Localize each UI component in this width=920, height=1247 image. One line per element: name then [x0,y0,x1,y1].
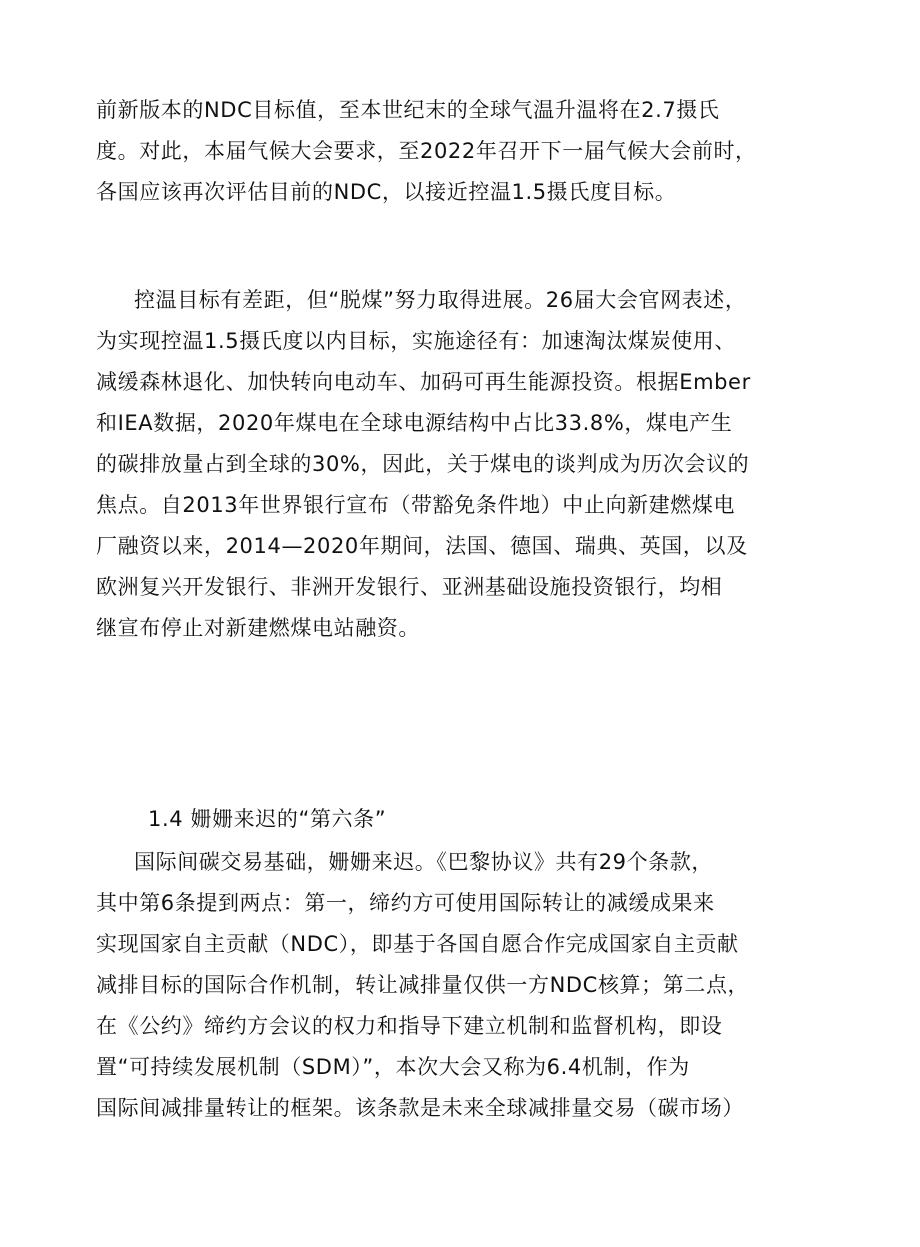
text-line: 度。对此，本届气候大会要求，至2022年召开下一届气候大会前时， [96,139,757,163]
text-line: 置“可持续发展机制（SDM）”，本次大会又称为6.4机制，作为 [96,1055,690,1079]
paragraph-1 [96,90,866,213]
paragraph-2 [96,280,866,649]
paragraph-3 [96,842,866,1129]
text-line: 减排目标的国际合作机制，转让减排量仅供一方NDC核算；第二点， [96,973,750,997]
text-line: 国际间减排量转让的框架。该条款是未来全球减排量交易（碳市场） [96,1096,744,1120]
text-line: 为实现控温1.5摄氏度以内目标，实施途径有：加速淘汰煤炭使用、 [96,329,736,353]
text-line: 的碳排放量占到全球的30%，因此，关于煤电的谈判成为历次会议的 [96,452,750,476]
text-line: 减缓森林退化、加快转向电动车、加码可再生能源投资。根据Ember [96,370,751,394]
text-line: 实现国家自主贡献（NDC），即基于各国自愿合作完成国家自主贡献 [96,932,739,956]
text-line: 和IEA数据，2020年煤电在全球电源结构中占比33.8%，煤电产生 [96,411,733,435]
text-line: 国际间碳交易基础，姗姗来迟。《巴黎协议》共有29个条款， [134,850,714,874]
text-line: 厂融资以来，2014—2020年期间，法国、德国、瑞典、英国，以及 [96,534,748,558]
section-heading-text: 1.4 姗姗来迟的“第六条” [148,807,387,831]
text-line: 在《公约》缔约方会议的权力和指导下建立机制和监督机构，即设 [96,1014,723,1038]
text-line: 焦点。自2013年世界银行宣布（带豁免条件地）中止向新建燃煤电 [96,493,736,517]
text-line: 控温目标有差距，但“脱煤”努力取得进展。26届大会官网表述， [134,288,747,312]
section-heading [148,800,918,838]
text-line: 前新版本的NDC目标值，至本世纪末的全球气温升温将在2.7摄氏 [96,98,720,122]
text-line: 其中第6条提到两点：第一，缔约方可使用国际转让的减缓成果来 [96,891,715,915]
text-line: 欧洲复兴开发银行、非洲开发银行、亚洲基础设施投资银行，均相 [96,575,723,599]
text-line: 各国应该再次评估目前的NDC，以接近控温1.5摄氏度目标。 [96,180,677,204]
text-line: 继宣布停止对新建燃煤电站融资。 [96,616,420,640]
